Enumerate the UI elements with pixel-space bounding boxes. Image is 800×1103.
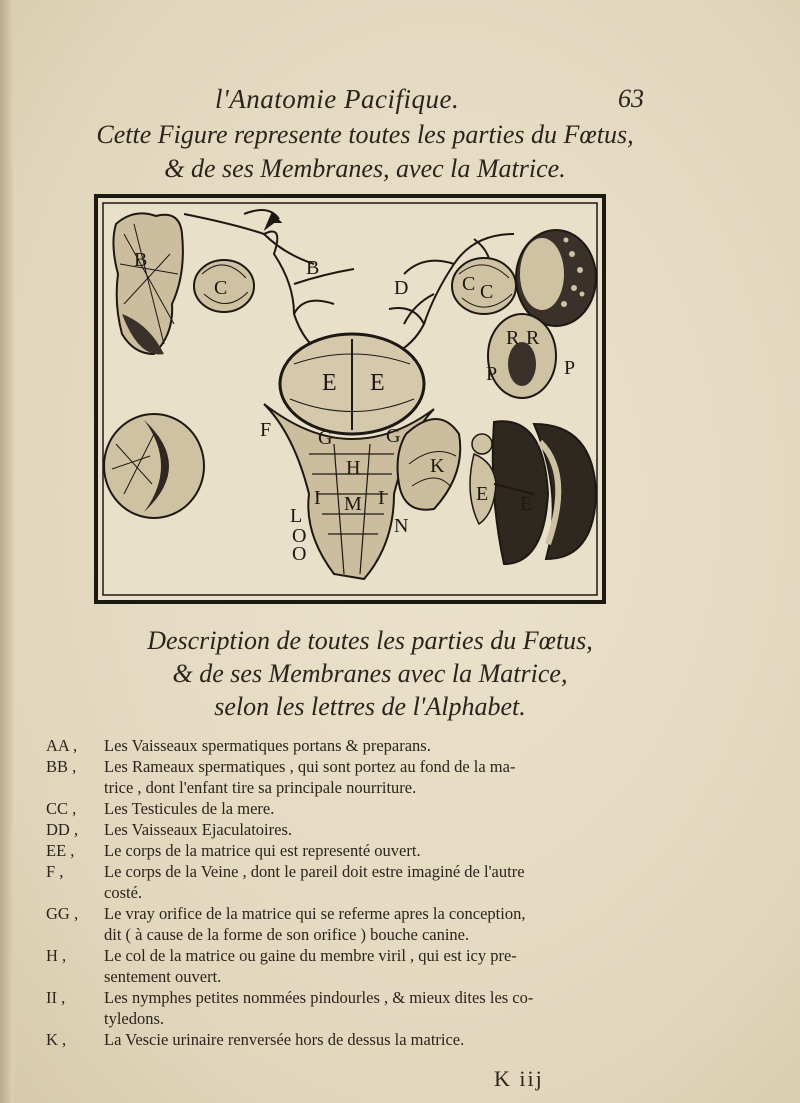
left-membrane-figure bbox=[104, 414, 204, 518]
legend-continuation: costé. bbox=[104, 883, 143, 902]
figure-label: G bbox=[318, 427, 333, 449]
legend-entry bbox=[46, 1029, 656, 1050]
figure-caption-line-2: & de ses Membranes, avec la Matrice. bbox=[164, 154, 566, 183]
legend-text: Les Testicules de la mere. bbox=[104, 799, 275, 818]
figure-label: K bbox=[430, 455, 445, 477]
figure-label: F bbox=[260, 419, 272, 441]
legend-key: AA , bbox=[46, 736, 78, 755]
figure-label: C bbox=[480, 281, 494, 303]
figure-label: G bbox=[386, 425, 401, 447]
legend-entry bbox=[46, 798, 656, 819]
description-title-line-2: & de ses Membranes avec la Matrice, bbox=[172, 659, 568, 688]
figure-label: M bbox=[344, 493, 362, 515]
legend-entry bbox=[46, 756, 656, 798]
legend-continuation: sentement ouvert. bbox=[104, 967, 222, 986]
figure-label: D bbox=[394, 277, 409, 299]
legend-entry bbox=[46, 945, 656, 987]
legend-entry bbox=[46, 840, 656, 861]
legend-text: Le corps de la Veine , dont le pareil doit estre imaginé de l'autre bbox=[104, 862, 525, 881]
running-title: l'Anatomie Pacifique. bbox=[215, 84, 460, 114]
legend-key: F , bbox=[46, 862, 64, 881]
legend-text: Le col de la matrice ou gaine du membre viril , qui est icy pre- bbox=[104, 946, 517, 965]
figure-label: R bbox=[506, 327, 520, 349]
description-title-line-1: Description de toutes les parties du Fœtus, bbox=[147, 626, 593, 655]
signature-mark: K iij bbox=[494, 1066, 544, 1091]
figure-label: C bbox=[462, 273, 476, 295]
legend-text: Les Vaisseaux Ejaculatoires. bbox=[104, 820, 293, 839]
figure-label: N bbox=[394, 515, 409, 537]
right-placenta-figure bbox=[516, 230, 596, 326]
legend-continuation: dit ( à cause de la forme de son orifice ) bouche canine. bbox=[104, 925, 470, 944]
legend-key: DD , bbox=[46, 820, 79, 839]
legend-continuation: tyledons. bbox=[104, 1009, 165, 1028]
figure-label: E bbox=[476, 483, 489, 505]
figure-caption-line-1: Cette Figure represente toutes les parties du Fœtus, bbox=[96, 120, 634, 149]
figure-label: O bbox=[292, 525, 307, 547]
legend-entry bbox=[46, 861, 656, 903]
legend-text: La Vescie urinaire renversée hors de dessus la matrice. bbox=[104, 1030, 465, 1049]
legend-entry bbox=[46, 735, 656, 756]
fetus-membrane-figure bbox=[470, 421, 596, 564]
page-spine-shadow bbox=[0, 0, 14, 1103]
anatomical-woodcut-figure bbox=[94, 194, 606, 604]
description-title-line-3: selon les lettres de l'Alphabet. bbox=[214, 692, 526, 721]
legend-text: Les Rameaux spermatiques , qui sont portez au fond de la ma- bbox=[104, 757, 516, 776]
legend-continuation: trice , dont l'enfant tire sa principale nourriture. bbox=[104, 778, 417, 797]
legend-key: GG , bbox=[46, 904, 79, 923]
legend-key: II , bbox=[46, 988, 66, 1007]
vulva-figure bbox=[488, 314, 556, 398]
figure-label: R bbox=[526, 327, 540, 349]
legend-text: Le vray orifice de la matrice qui se referme apres la conception, bbox=[104, 904, 526, 923]
figure-label: B bbox=[134, 249, 148, 271]
figure-label: E bbox=[520, 493, 533, 515]
figure-label: P bbox=[486, 363, 498, 385]
legend-entry bbox=[46, 903, 656, 945]
legend-text: Le corps de la matrice qui est representé ouvert. bbox=[104, 841, 421, 860]
page-number: 63 bbox=[618, 84, 644, 113]
top-left-membrane-figure bbox=[113, 213, 182, 354]
legend-entry bbox=[46, 819, 656, 840]
figure-label: B bbox=[306, 257, 320, 279]
figure-label: I bbox=[378, 487, 385, 509]
figure-caption bbox=[55, 118, 675, 186]
figure-label: I bbox=[314, 487, 321, 509]
legend-key: BB , bbox=[46, 757, 77, 776]
legend-key: CC , bbox=[46, 799, 77, 818]
description-title bbox=[60, 624, 680, 723]
figure-label: P bbox=[564, 357, 576, 379]
figure-label: E bbox=[370, 370, 385, 396]
legend-text: Les nymphes petites nommées pindourles , & mieux dites les co- bbox=[104, 988, 534, 1007]
legend-key: EE , bbox=[46, 841, 75, 860]
figure-label: C bbox=[214, 277, 228, 299]
figure-label: L bbox=[290, 505, 303, 527]
legend-text: Les Vaisseaux spermatiques portans & preparans. bbox=[104, 736, 431, 755]
woodcut-illustration bbox=[94, 194, 606, 604]
letter-legend bbox=[46, 735, 656, 1050]
legend-entry bbox=[46, 987, 656, 1029]
figure-label: O bbox=[292, 543, 307, 565]
legend-key: H , bbox=[46, 946, 67, 965]
figure-label: H bbox=[346, 457, 361, 479]
bladder-figure bbox=[398, 419, 461, 510]
figure-label: E bbox=[322, 370, 337, 396]
legend-key: K , bbox=[46, 1030, 67, 1049]
